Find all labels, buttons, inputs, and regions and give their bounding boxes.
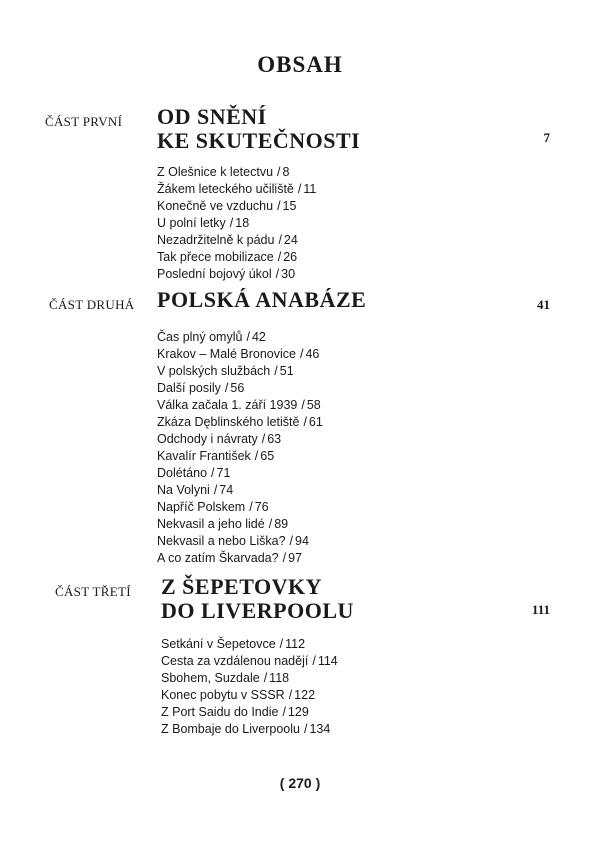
toc-entry-page: 74 xyxy=(219,483,234,497)
toc-entry-page: 114 xyxy=(317,654,338,668)
toc-entry-page: 8 xyxy=(282,165,290,179)
toc-entry-title: Cesta za vzdálenou nadějí xyxy=(161,654,309,668)
toc-entry xyxy=(157,482,323,499)
toc-entry-title: Dolétáno xyxy=(157,466,208,480)
toc-entry-title: Z Port Saidu do Indie xyxy=(161,705,279,719)
toc-entry-separator: / xyxy=(254,449,259,463)
toc-entry-page: 11 xyxy=(303,182,317,196)
toc-entry-page: 56 xyxy=(230,381,245,395)
toc-entry-separator: / xyxy=(297,182,302,196)
toc-entry-title: Zkáza Dęblinského letiště xyxy=(157,415,300,429)
toc-entry-title: Poslední bojový úkol xyxy=(157,267,272,281)
toc-entry-separator: / xyxy=(282,705,286,719)
toc-entry-separator: / xyxy=(289,534,294,548)
part-2-title xyxy=(157,288,366,312)
toc-entry-title: V polských službách xyxy=(157,364,271,378)
part-1-title-line-2: KE SKUTEČNOSTI xyxy=(157,128,361,153)
toc-entry-page: 122 xyxy=(294,688,316,702)
toc-entry-separator: / xyxy=(263,671,268,685)
toc-entry xyxy=(157,198,316,215)
toc-entry-separator: / xyxy=(277,199,281,213)
toc-entry-page: 97 xyxy=(288,551,302,565)
toc-entry-separator: / xyxy=(224,381,229,395)
toc-entry xyxy=(157,499,323,516)
toc-entry xyxy=(161,636,338,653)
toc-entry-separator: / xyxy=(299,347,304,361)
toc-entry-separator: / xyxy=(268,517,273,531)
part-3-label: ČÁST TŘETÍ xyxy=(55,584,131,599)
toc-entry xyxy=(157,397,323,414)
toc-entry xyxy=(157,249,316,266)
toc-entry xyxy=(157,550,323,567)
part-1-title-line-1: OD SNĚNÍ xyxy=(157,104,267,129)
toc-entry-page: 15 xyxy=(282,199,297,213)
toc-entry-separator: / xyxy=(277,165,281,179)
toc-entry-separator: / xyxy=(301,398,305,412)
toc-entry xyxy=(157,363,323,380)
toc-entry-title: Kavalír František xyxy=(157,449,251,463)
part-2-label: ČÁST DRUHÁ xyxy=(49,297,135,312)
part-1-title xyxy=(157,105,360,153)
toc-entry-separator: / xyxy=(261,432,266,446)
toc-entry-title: Z Bombaje do Liverpoolu xyxy=(161,722,300,736)
toc-entry-separator: / xyxy=(275,267,280,281)
part-2-page: 41 xyxy=(537,297,550,312)
toc-entry-separator: / xyxy=(279,637,284,651)
toc-entry-page: 42 xyxy=(251,330,266,344)
toc-entry-separator: / xyxy=(288,688,293,702)
toc-entry-page: 63 xyxy=(267,432,282,446)
toc-entry-page: 61 xyxy=(308,415,323,429)
toc-entry xyxy=(157,215,316,232)
toc-entry-page: 76 xyxy=(254,500,269,514)
toc-entry-separator: / xyxy=(246,330,250,344)
toc-entry-title: Další posily xyxy=(157,381,221,395)
toc-entry-page: 89 xyxy=(274,517,289,531)
toc-entry-separator: / xyxy=(211,466,215,480)
toc-entry-page: 71 xyxy=(216,466,231,480)
toc-entry-page: 118 xyxy=(269,671,290,685)
toc-entry-title: Napříč Polskem xyxy=(157,500,246,514)
part-2-chapter-list xyxy=(157,329,323,567)
toc-entry-title: Krakov – Malé Bronovice xyxy=(157,347,296,361)
part-1-label: ČÁST PRVNÍ xyxy=(45,114,123,129)
toc-entry-separator: / xyxy=(303,722,308,736)
toc-entry-title: Na Volyni xyxy=(157,483,210,497)
toc-entry-title: Tak přece mobilizace xyxy=(157,250,274,264)
toc-entry xyxy=(157,431,323,448)
toc-entry-page: 58 xyxy=(306,398,321,412)
toc-entry-title: Odchody i návraty xyxy=(157,432,258,446)
toc-entry xyxy=(161,687,338,704)
toc-entry xyxy=(161,653,338,670)
toc-entry-page: 129 xyxy=(287,705,309,719)
toc-entry-page: 134 xyxy=(309,722,331,736)
toc-entry xyxy=(157,232,316,249)
toc-entry-title: Konečně ve vzduchu xyxy=(157,199,274,213)
part-3-page: 111 xyxy=(531,602,550,617)
toc-entry-title: Nekvasil a jeho lidé xyxy=(157,517,265,531)
toc-entry xyxy=(157,164,316,181)
toc-entry-title: Válka začala 1. září 1939 xyxy=(157,398,298,412)
toc-entry-title: U polní letky xyxy=(157,216,226,230)
toc-entry-page: 24 xyxy=(283,233,298,247)
toc-entry-title: Čas plný omylů xyxy=(157,330,243,344)
toc-entry-title: Žákem leteckého učiliště xyxy=(157,182,294,196)
toc-entry xyxy=(157,346,323,363)
toc-entry-title: Z Olešnice k letectvu xyxy=(157,165,274,179)
toc-entry xyxy=(157,380,323,397)
toc-entry-separator: / xyxy=(274,364,278,378)
toc-entry xyxy=(157,414,323,431)
toc-entry-title: Sbohem, Suzdale xyxy=(161,671,260,685)
toc-entry xyxy=(157,465,323,482)
toc-entry-page: 30 xyxy=(281,267,296,281)
toc-entry-title: Nezadržitelně k pádu xyxy=(157,233,275,247)
toc-entry-separator: / xyxy=(229,216,234,230)
toc-entry-page: 112 xyxy=(285,637,306,651)
page-number: ( 270 ) xyxy=(279,775,321,791)
toc-entry-page: 46 xyxy=(305,347,320,361)
toc-entry xyxy=(157,516,323,533)
toc-entry-page: 26 xyxy=(283,250,298,264)
toc-entry xyxy=(161,670,338,687)
toc-entry-title: Setkání v Šepetovce xyxy=(161,637,276,651)
toc-entry xyxy=(157,329,323,346)
part-1-chapter-list xyxy=(157,164,316,283)
toc-entry-separator: / xyxy=(249,500,253,514)
toc-entry-page: 51 xyxy=(279,364,294,378)
toc-entry-title: Konec pobytu v SSSR xyxy=(161,688,285,702)
part-1-page: 7 xyxy=(543,130,550,145)
toc-entry-title: Nekvasil a nebo Liška? xyxy=(157,534,286,548)
toc-entry-separator: / xyxy=(303,415,307,429)
toc-entry-page: 94 xyxy=(295,534,309,548)
toc-entry xyxy=(157,448,323,465)
toc-entry xyxy=(161,721,338,738)
part-3-title xyxy=(161,575,354,623)
toc-entry-page: 65 xyxy=(260,449,275,463)
toc-entry xyxy=(157,266,316,283)
toc-entry xyxy=(161,704,338,721)
toc-entry-page: 18 xyxy=(235,216,250,230)
part-3-chapter-list xyxy=(161,636,338,738)
part-3-title-line-2: DO LIVERPOOLU xyxy=(161,598,354,623)
toc-entry-separator: / xyxy=(278,233,282,247)
toc-entry-separator: / xyxy=(282,551,287,565)
toc-entry xyxy=(157,533,323,550)
part-3-title-line-1: Z ŠEPETOVKY xyxy=(161,574,322,599)
part-2-title-line-1: POLSKÁ ANABÁZE xyxy=(157,287,367,312)
toc-entry xyxy=(157,181,316,198)
toc-title: OBSAH xyxy=(257,52,343,77)
toc-entry-separator: / xyxy=(213,483,218,497)
toc-entry-title: A co zatím Škarvada? xyxy=(157,551,279,565)
toc-entry-separator: / xyxy=(312,654,316,668)
toc-entry-separator: / xyxy=(277,250,282,264)
